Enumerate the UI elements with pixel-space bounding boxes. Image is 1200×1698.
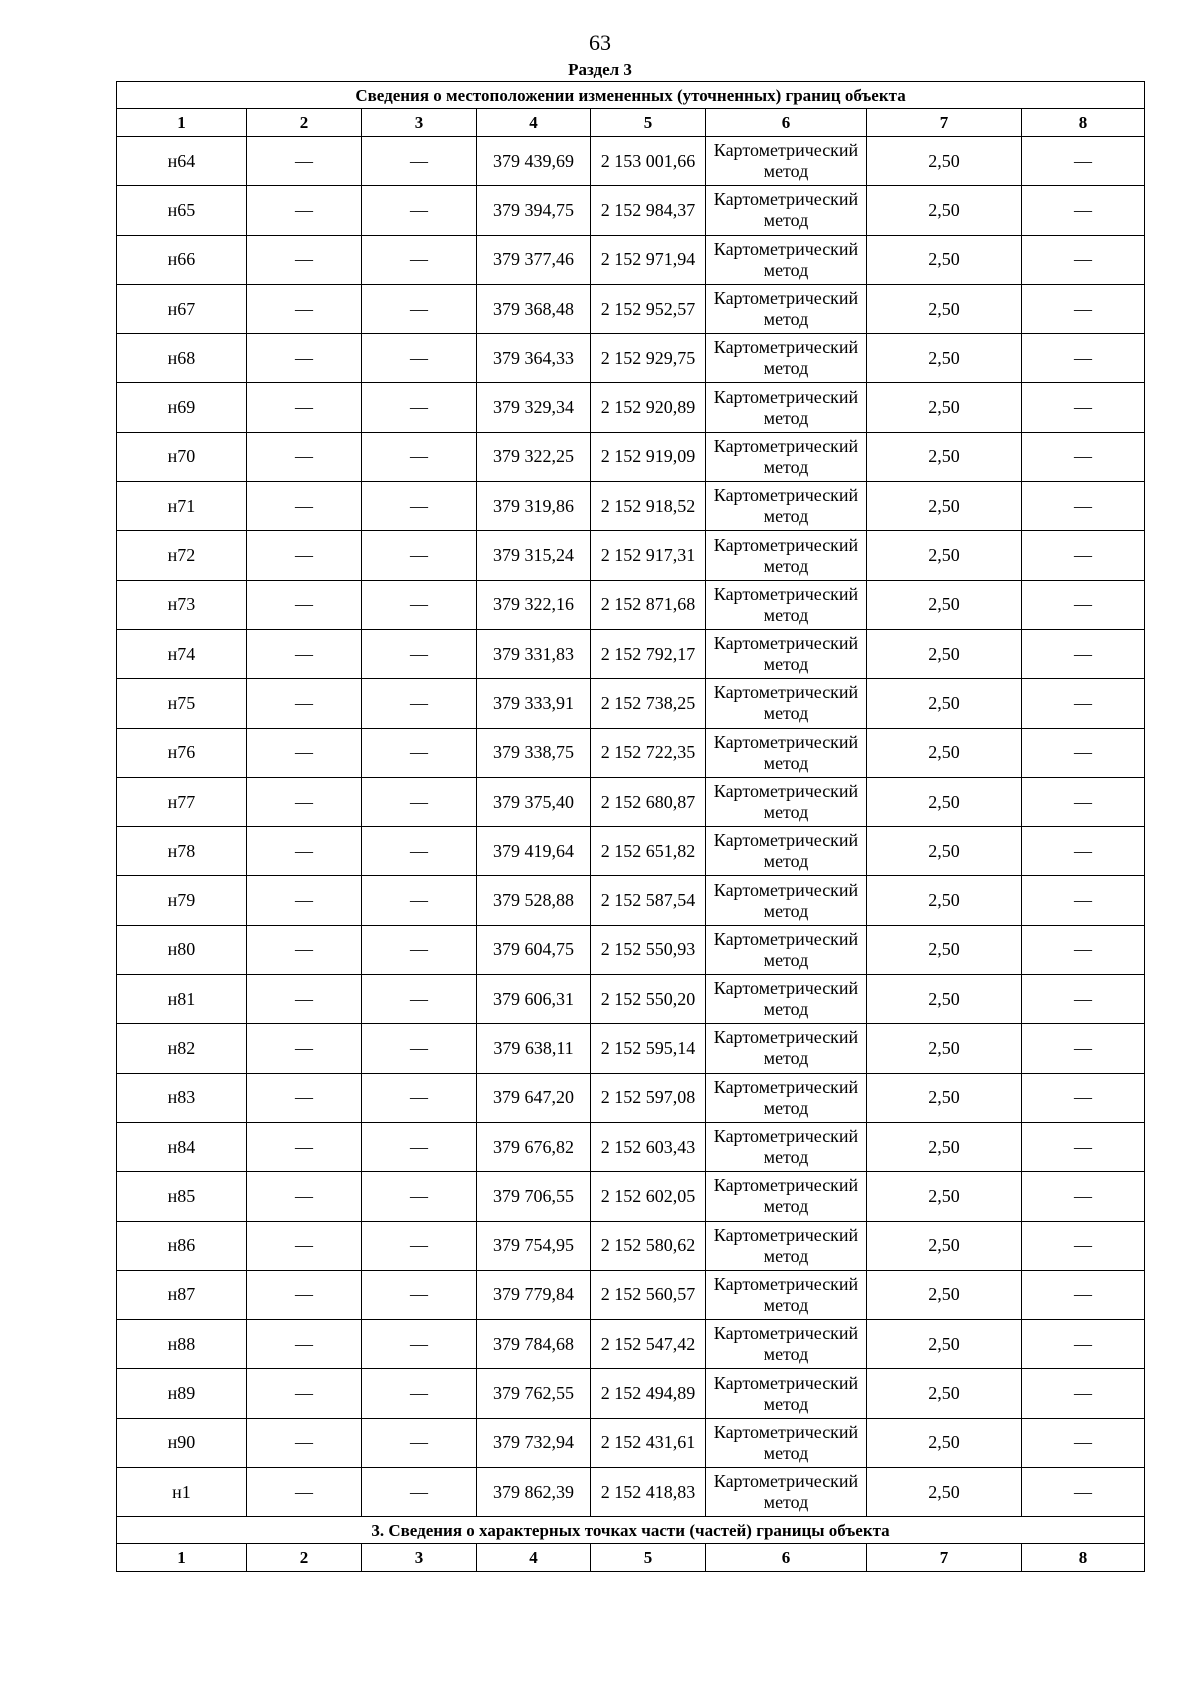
column-header: 7 <box>867 1544 1022 1572</box>
y-new-cell: 2 152 587,54 <box>591 876 706 925</box>
y-new-cell: 2 152 595,14 <box>591 1024 706 1073</box>
description-cell: — <box>1022 728 1145 777</box>
description-cell: — <box>1022 235 1145 284</box>
description-cell: — <box>1022 1172 1145 1221</box>
x-old-cell: — <box>247 827 362 876</box>
x-new-cell: 379 754,95 <box>477 1221 591 1270</box>
description-cell: — <box>1022 432 1145 481</box>
accuracy-cell: 2,50 <box>867 1418 1022 1467</box>
x-old-cell: — <box>247 1468 362 1517</box>
accuracy-cell: 2,50 <box>867 1221 1022 1270</box>
table-row <box>117 1468 1145 1517</box>
point-name-cell: н82 <box>117 1024 247 1073</box>
column-header: 3 <box>362 1544 477 1572</box>
table-row <box>117 531 1145 580</box>
y-new-cell: 2 152 547,42 <box>591 1320 706 1369</box>
y-old-cell: — <box>362 728 477 777</box>
method-cell: Картометрический метод <box>706 777 867 826</box>
x-new-cell: 379 647,20 <box>477 1073 591 1122</box>
accuracy-cell: 2,50 <box>867 679 1022 728</box>
x-old-cell: — <box>247 1270 362 1319</box>
method-cell: Картометрический метод <box>706 1320 867 1369</box>
method-cell: Картометрический метод <box>706 1221 867 1270</box>
description-cell: — <box>1022 1073 1145 1122</box>
method-cell: Картометрический метод <box>706 383 867 432</box>
method-cell: Картометрический метод <box>706 629 867 678</box>
point-name-cell: н81 <box>117 975 247 1024</box>
accuracy-cell: 2,50 <box>867 531 1022 580</box>
method-cell: Картометрический метод <box>706 1073 867 1122</box>
point-name-cell: н89 <box>117 1369 247 1418</box>
point-name-cell: н73 <box>117 580 247 629</box>
table-row <box>117 975 1145 1024</box>
table-row <box>117 432 1145 481</box>
point-name-cell: н83 <box>117 1073 247 1122</box>
y-old-cell: — <box>362 679 477 728</box>
column-header: 5 <box>591 109 706 137</box>
point-name-cell: н67 <box>117 284 247 333</box>
y-old-cell: — <box>362 975 477 1024</box>
y-old-cell: — <box>362 334 477 383</box>
column-header: 8 <box>1022 1544 1145 1572</box>
accuracy-cell: 2,50 <box>867 975 1022 1024</box>
y-old-cell: — <box>362 1073 477 1122</box>
point-name-cell: н68 <box>117 334 247 383</box>
y-old-cell: — <box>362 531 477 580</box>
description-cell: — <box>1022 383 1145 432</box>
table-row <box>117 827 1145 876</box>
table-row <box>117 629 1145 678</box>
x-old-cell: — <box>247 629 362 678</box>
y-new-cell: 2 152 431,61 <box>591 1418 706 1467</box>
accuracy-cell: 2,50 <box>867 1270 1022 1319</box>
y-new-cell: 2 152 550,20 <box>591 975 706 1024</box>
method-cell: Картометрический метод <box>706 284 867 333</box>
y-new-cell: 2 152 603,43 <box>591 1122 706 1171</box>
description-cell: — <box>1022 186 1145 235</box>
column-header-row <box>117 109 1145 137</box>
y-new-cell: 2 152 602,05 <box>591 1172 706 1221</box>
table-row <box>117 1270 1145 1319</box>
x-new-cell: 379 862,39 <box>477 1468 591 1517</box>
table-row <box>117 137 1145 186</box>
description-cell: — <box>1022 482 1145 531</box>
x-old-cell: — <box>247 482 362 531</box>
y-old-cell: — <box>362 1270 477 1319</box>
column-header: 4 <box>477 109 591 137</box>
accuracy-cell: 2,50 <box>867 1320 1022 1369</box>
point-name-cell: н80 <box>117 925 247 974</box>
accuracy-cell: 2,50 <box>867 1172 1022 1221</box>
table-row <box>117 482 1145 531</box>
x-old-cell: — <box>247 876 362 925</box>
x-new-cell: 379 322,16 <box>477 580 591 629</box>
accuracy-cell: 2,50 <box>867 580 1022 629</box>
method-cell: Картометрический метод <box>706 925 867 974</box>
column-header: 8 <box>1022 109 1145 137</box>
x-old-cell: — <box>247 925 362 974</box>
x-new-cell: 379 329,34 <box>477 383 591 432</box>
x-old-cell: — <box>247 1221 362 1270</box>
method-cell: Картометрический метод <box>706 1468 867 1517</box>
point-name-cell: н76 <box>117 728 247 777</box>
y-new-cell: 2 152 418,83 <box>591 1468 706 1517</box>
description-cell: — <box>1022 531 1145 580</box>
y-new-cell: 2 152 971,94 <box>591 235 706 284</box>
x-new-cell: 379 638,11 <box>477 1024 591 1073</box>
x-old-cell: — <box>247 383 362 432</box>
x-new-cell: 379 676,82 <box>477 1122 591 1171</box>
x-new-cell: 379 315,24 <box>477 531 591 580</box>
point-name-cell: н85 <box>117 1172 247 1221</box>
x-old-cell: — <box>247 1320 362 1369</box>
table-row <box>117 383 1145 432</box>
x-new-cell: 379 528,88 <box>477 876 591 925</box>
accuracy-cell: 2,50 <box>867 383 1022 432</box>
method-cell: Картометрический метод <box>706 1122 867 1171</box>
method-cell: Картометрический метод <box>706 1172 867 1221</box>
x-old-cell: — <box>247 975 362 1024</box>
y-old-cell: — <box>362 580 477 629</box>
y-new-cell: 2 152 917,31 <box>591 531 706 580</box>
method-cell: Картометрический метод <box>706 186 867 235</box>
method-cell: Картометрический метод <box>706 1270 867 1319</box>
description-cell: — <box>1022 334 1145 383</box>
method-cell: Картометрический метод <box>706 827 867 876</box>
accuracy-cell: 2,50 <box>867 1468 1022 1517</box>
table-row <box>117 876 1145 925</box>
accuracy-cell: 2,50 <box>867 482 1022 531</box>
y-new-cell: 2 152 952,57 <box>591 284 706 333</box>
description-cell: — <box>1022 1369 1145 1418</box>
accuracy-cell: 2,50 <box>867 728 1022 777</box>
point-name-cell: н1 <box>117 1468 247 1517</box>
x-new-cell: 379 364,33 <box>477 334 591 383</box>
x-new-cell: 379 606,31 <box>477 975 591 1024</box>
x-new-cell: 379 732,94 <box>477 1418 591 1467</box>
x-new-cell: 379 375,40 <box>477 777 591 826</box>
y-new-cell: 2 152 494,89 <box>591 1369 706 1418</box>
method-cell: Картометрический метод <box>706 679 867 728</box>
y-old-cell: — <box>362 1172 477 1221</box>
x-old-cell: — <box>247 334 362 383</box>
table-row <box>117 334 1145 383</box>
point-name-cell: н87 <box>117 1270 247 1319</box>
y-old-cell: — <box>362 1320 477 1369</box>
column-header: 6 <box>706 109 867 137</box>
description-cell: — <box>1022 1024 1145 1073</box>
point-name-cell: н66 <box>117 235 247 284</box>
y-old-cell: — <box>362 1024 477 1073</box>
table-row <box>117 235 1145 284</box>
x-new-cell: 379 604,75 <box>477 925 591 974</box>
x-old-cell: — <box>247 235 362 284</box>
x-old-cell: — <box>247 1122 362 1171</box>
y-new-cell: 2 153 001,66 <box>591 137 706 186</box>
subsection-column-header-row <box>117 1544 1145 1572</box>
x-new-cell: 379 762,55 <box>477 1369 591 1418</box>
y-old-cell: — <box>362 383 477 432</box>
column-header: 4 <box>477 1544 591 1572</box>
x-old-cell: — <box>247 728 362 777</box>
x-old-cell: — <box>247 186 362 235</box>
accuracy-cell: 2,50 <box>867 629 1022 678</box>
y-old-cell: — <box>362 186 477 235</box>
point-name-cell: н69 <box>117 383 247 432</box>
y-new-cell: 2 152 722,35 <box>591 728 706 777</box>
x-new-cell: 379 322,25 <box>477 432 591 481</box>
table-row <box>117 1418 1145 1467</box>
accuracy-cell: 2,50 <box>867 432 1022 481</box>
method-cell: Картометрический метод <box>706 1418 867 1467</box>
y-new-cell: 2 152 929,75 <box>591 334 706 383</box>
method-cell: Картометрический метод <box>706 235 867 284</box>
x-new-cell: 379 338,75 <box>477 728 591 777</box>
description-cell: — <box>1022 137 1145 186</box>
x-old-cell: — <box>247 679 362 728</box>
table-row <box>117 284 1145 333</box>
point-name-cell: н77 <box>117 777 247 826</box>
description-cell: — <box>1022 1320 1145 1369</box>
y-old-cell: — <box>362 876 477 925</box>
column-header: 7 <box>867 109 1022 137</box>
method-cell: Картометрический метод <box>706 137 867 186</box>
method-cell: Картометрический метод <box>706 531 867 580</box>
accuracy-cell: 2,50 <box>867 777 1022 826</box>
accuracy-cell: 2,50 <box>867 284 1022 333</box>
y-old-cell: — <box>362 482 477 531</box>
point-name-cell: н65 <box>117 186 247 235</box>
x-old-cell: — <box>247 531 362 580</box>
method-cell: Картометрический метод <box>706 580 867 629</box>
y-old-cell: — <box>362 827 477 876</box>
description-cell: — <box>1022 975 1145 1024</box>
table-row <box>117 679 1145 728</box>
y-new-cell: 2 152 680,87 <box>591 777 706 826</box>
table-row <box>117 1369 1145 1418</box>
accuracy-cell: 2,50 <box>867 334 1022 383</box>
column-header: 6 <box>706 1544 867 1572</box>
accuracy-cell: 2,50 <box>867 235 1022 284</box>
point-name-cell: н71 <box>117 482 247 531</box>
boundary-points-table <box>116 81 1145 1572</box>
table-row <box>117 925 1145 974</box>
description-cell: — <box>1022 629 1145 678</box>
method-cell: Картометрический метод <box>706 432 867 481</box>
point-name-cell: н84 <box>117 1122 247 1171</box>
description-cell: — <box>1022 827 1145 876</box>
y-old-cell: — <box>362 432 477 481</box>
column-header: 2 <box>247 1544 362 1572</box>
x-new-cell: 379 331,83 <box>477 629 591 678</box>
table-row <box>117 580 1145 629</box>
y-old-cell: — <box>362 1468 477 1517</box>
table-row <box>117 1320 1145 1369</box>
x-old-cell: — <box>247 1073 362 1122</box>
column-header: 5 <box>591 1544 706 1572</box>
y-new-cell: 2 152 984,37 <box>591 186 706 235</box>
x-new-cell: 379 439,69 <box>477 137 591 186</box>
description-cell: — <box>1022 679 1145 728</box>
x-new-cell: 379 377,46 <box>477 235 591 284</box>
accuracy-cell: 2,50 <box>867 1073 1022 1122</box>
table-row <box>117 1221 1145 1270</box>
point-name-cell: н72 <box>117 531 247 580</box>
description-cell: — <box>1022 777 1145 826</box>
x-new-cell: 379 706,55 <box>477 1172 591 1221</box>
x-new-cell: 379 319,86 <box>477 482 591 531</box>
x-old-cell: — <box>247 580 362 629</box>
x-old-cell: — <box>247 777 362 826</box>
x-new-cell: 379 784,68 <box>477 1320 591 1369</box>
accuracy-cell: 2,50 <box>867 925 1022 974</box>
y-old-cell: — <box>362 1221 477 1270</box>
table-row <box>117 1024 1145 1073</box>
column-header: 2 <box>247 109 362 137</box>
x-old-cell: — <box>247 137 362 186</box>
y-new-cell: 2 152 597,08 <box>591 1073 706 1122</box>
point-name-cell: н70 <box>117 432 247 481</box>
accuracy-cell: 2,50 <box>867 1024 1022 1073</box>
x-old-cell: — <box>247 284 362 333</box>
section-label: Раздел 3 <box>568 60 632 79</box>
description-cell: — <box>1022 1418 1145 1467</box>
y-new-cell: 2 152 550,93 <box>591 925 706 974</box>
y-old-cell: — <box>362 925 477 974</box>
x-old-cell: — <box>247 1369 362 1418</box>
table-row <box>117 728 1145 777</box>
x-new-cell: 379 333,91 <box>477 679 591 728</box>
accuracy-cell: 2,50 <box>867 1122 1022 1171</box>
table-row <box>117 186 1145 235</box>
accuracy-cell: 2,50 <box>867 876 1022 925</box>
x-old-cell: — <box>247 1418 362 1467</box>
y-new-cell: 2 152 560,57 <box>591 1270 706 1319</box>
y-new-cell: 2 152 871,68 <box>591 580 706 629</box>
column-header: 1 <box>117 1544 247 1572</box>
x-old-cell: — <box>247 1024 362 1073</box>
y-old-cell: — <box>362 1369 477 1418</box>
point-name-cell: н74 <box>117 629 247 678</box>
accuracy-cell: 2,50 <box>867 1369 1022 1418</box>
description-cell: — <box>1022 580 1145 629</box>
point-name-cell: н90 <box>117 1418 247 1467</box>
description-cell: — <box>1022 1122 1145 1171</box>
method-cell: Картометрический метод <box>706 728 867 777</box>
y-old-cell: — <box>362 777 477 826</box>
description-cell: — <box>1022 876 1145 925</box>
x-new-cell: 379 419,64 <box>477 827 591 876</box>
table-title: Сведения о местоположении измененных (уточненных) границ объекта <box>117 82 1145 109</box>
y-new-cell: 2 152 651,82 <box>591 827 706 876</box>
y-new-cell: 2 152 738,25 <box>591 679 706 728</box>
method-cell: Картометрический метод <box>706 334 867 383</box>
table-row <box>117 1073 1145 1122</box>
method-cell: Картометрический метод <box>706 876 867 925</box>
y-new-cell: 2 152 920,89 <box>591 383 706 432</box>
point-name-cell: н78 <box>117 827 247 876</box>
y-old-cell: — <box>362 629 477 678</box>
accuracy-cell: 2,50 <box>867 137 1022 186</box>
point-name-cell: н64 <box>117 137 247 186</box>
y-old-cell: — <box>362 1418 477 1467</box>
description-cell: — <box>1022 1221 1145 1270</box>
x-new-cell: 379 779,84 <box>477 1270 591 1319</box>
accuracy-cell: 2,50 <box>867 186 1022 235</box>
method-cell: Картометрический метод <box>706 482 867 531</box>
method-cell: Картометрический метод <box>706 1024 867 1073</box>
point-name-cell: н79 <box>117 876 247 925</box>
y-new-cell: 2 152 919,09 <box>591 432 706 481</box>
description-cell: — <box>1022 1270 1145 1319</box>
x-new-cell: 379 394,75 <box>477 186 591 235</box>
y-new-cell: 2 152 918,52 <box>591 482 706 531</box>
point-name-cell: н88 <box>117 1320 247 1369</box>
y-old-cell: — <box>362 137 477 186</box>
column-header: 3 <box>362 109 477 137</box>
subsection-title: 3. Сведения о характерных точках части (частей) границы объекта <box>117 1517 1145 1544</box>
y-new-cell: 2 152 792,17 <box>591 629 706 678</box>
page-number: 63 <box>589 30 611 55</box>
point-name-cell: н86 <box>117 1221 247 1270</box>
method-cell: Картометрический метод <box>706 975 867 1024</box>
accuracy-cell: 2,50 <box>867 827 1022 876</box>
column-header: 1 <box>117 109 247 137</box>
x-old-cell: — <box>247 432 362 481</box>
description-cell: — <box>1022 284 1145 333</box>
method-cell: Картометрический метод <box>706 1369 867 1418</box>
y-new-cell: 2 152 580,62 <box>591 1221 706 1270</box>
y-old-cell: — <box>362 284 477 333</box>
y-old-cell: — <box>362 1122 477 1171</box>
table-row <box>117 1172 1145 1221</box>
x-new-cell: 379 368,48 <box>477 284 591 333</box>
y-old-cell: — <box>362 235 477 284</box>
table-row <box>117 1122 1145 1171</box>
description-cell: — <box>1022 1468 1145 1517</box>
point-name-cell: н75 <box>117 679 247 728</box>
description-cell: — <box>1022 925 1145 974</box>
table-row <box>117 777 1145 826</box>
x-old-cell: — <box>247 1172 362 1221</box>
